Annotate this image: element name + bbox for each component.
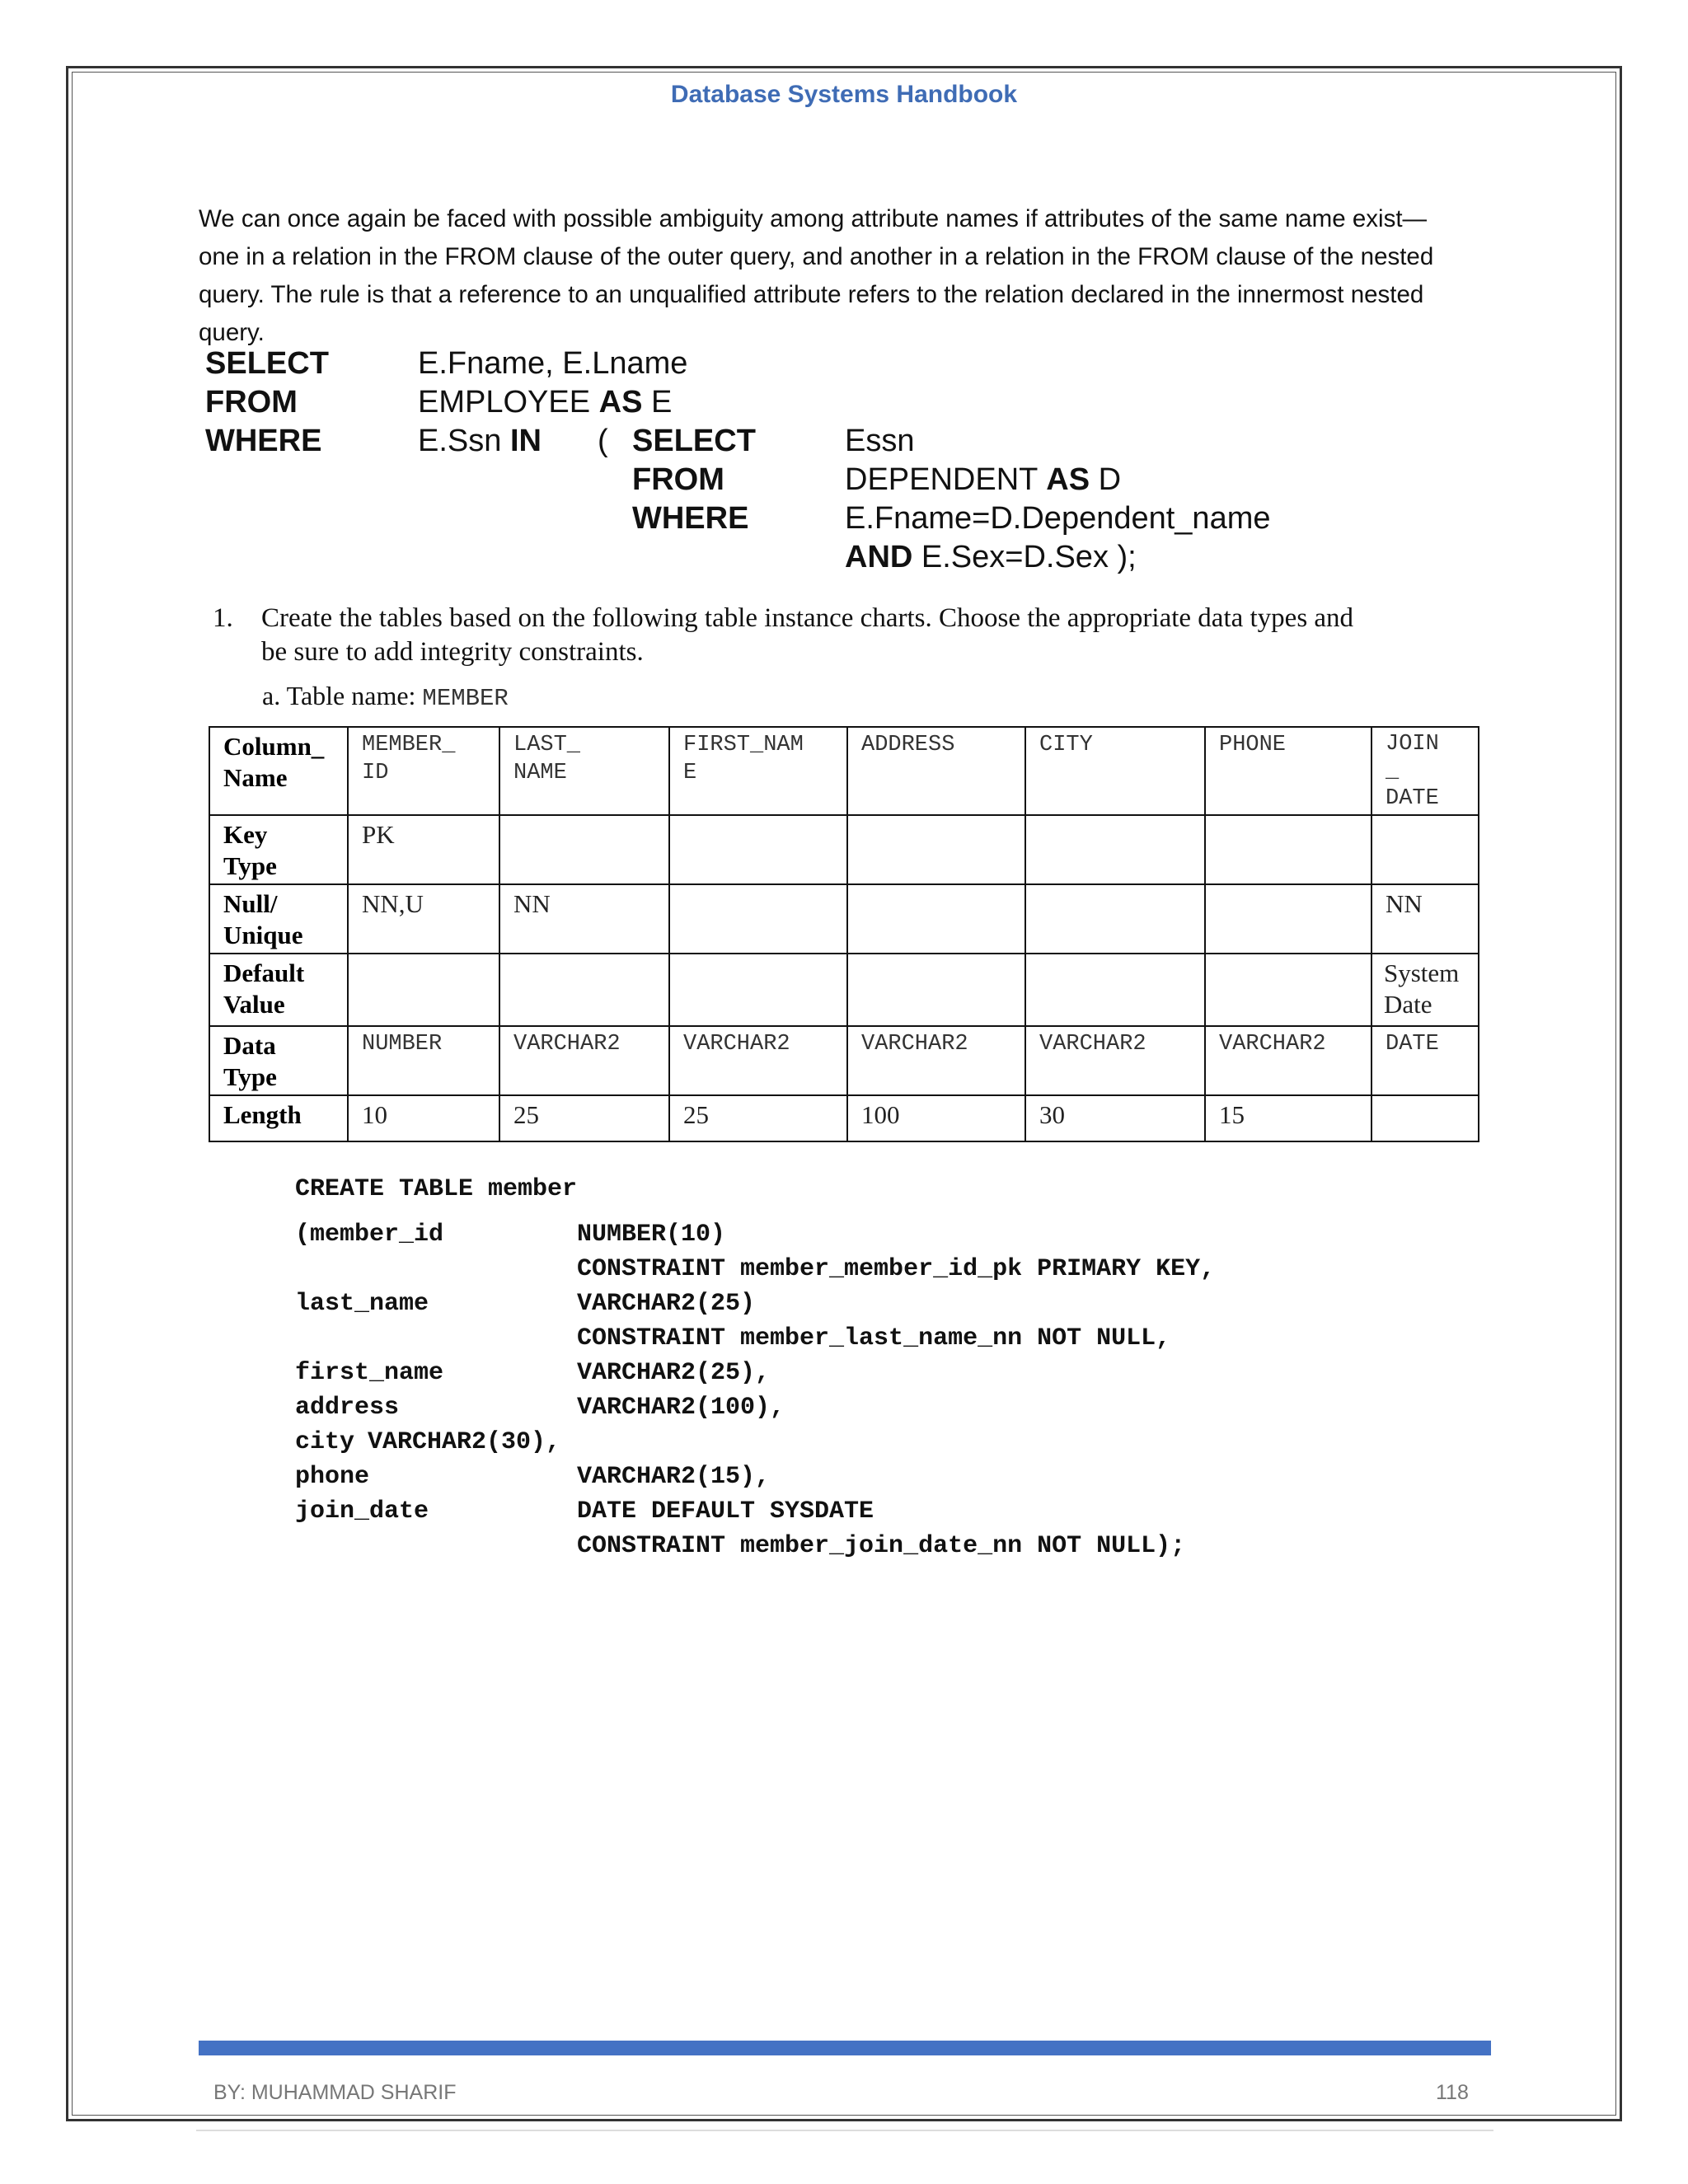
code-definition: CONSTRAINT member_last_name_nn NOT NULL,	[577, 1324, 1171, 1352]
sql-alias-e: E	[651, 385, 673, 419]
column-name-cell: CITY	[1025, 727, 1205, 815]
table-instance-chart	[209, 726, 1479, 1142]
sql-sex-condition: E.Sex=D.Sex );	[921, 540, 1137, 574]
table-cell: PK	[348, 815, 499, 884]
table-name-label	[262, 681, 509, 712]
exercise-text-line: be sure to add integrity constraints.	[261, 637, 644, 667]
code-definition: VARCHAR2(30),	[368, 1428, 561, 1456]
sql-where-clause	[418, 424, 542, 459]
table-cell: 10	[348, 1095, 499, 1141]
code-definition: DATE DEFAULT SYSDATE	[577, 1497, 874, 1526]
sql-as-keyword: AS	[1046, 462, 1090, 497]
table-cell: DATE	[1372, 1026, 1479, 1095]
row-label: Length	[209, 1095, 348, 1141]
sql-sub-where-keyword: WHERE	[632, 501, 749, 536]
table-cell: 100	[847, 1095, 1025, 1141]
table-name: MEMBER	[422, 685, 509, 712]
table-cell	[847, 815, 1025, 884]
code-column-name: (member_id	[295, 1221, 444, 1249]
code-title: CREATE TABLE member	[295, 1175, 578, 1203]
exercise-text	[261, 602, 1456, 669]
body-paragraph	[199, 200, 1493, 352]
sql-where-keyword: WHERE	[205, 424, 322, 458]
chart-row-length	[209, 1095, 1479, 1141]
table-cell: 30	[1025, 1095, 1205, 1141]
code-column-name: address	[295, 1394, 400, 1422]
page-number: 118	[1436, 2081, 1469, 2104]
code-definition: VARCHAR2(100),	[577, 1394, 785, 1422]
column-name-cell: PHONE	[1205, 727, 1372, 815]
table-cell	[847, 884, 1025, 954]
paragraph-line: We can once again be faced with possible ambiguity among attribute names if attributes of the same name exist—	[199, 205, 1428, 232]
table-cell	[1025, 954, 1205, 1026]
sql-select-keyword: SELECT	[205, 346, 329, 381]
table-cell: VARCHAR2	[1025, 1026, 1205, 1095]
column-name-cell: LAST_ NAME	[499, 727, 669, 815]
code-definition: NUMBER(10)	[577, 1221, 726, 1249]
code-column-name: join_date	[295, 1497, 429, 1526]
footer-author: BY: MUHAMMAD SHARIF	[213, 2081, 457, 2104]
sql-and-condition	[845, 540, 1137, 575]
sql-alias-d: D	[1098, 462, 1122, 497]
table-cell	[1205, 884, 1372, 954]
table-cell: VARCHAR2	[669, 1026, 847, 1095]
exercise-text-line: Create the tables based on the following table instance charts. Choose the appropriate data types and	[261, 603, 1354, 633]
table-cell: 25	[669, 1095, 847, 1141]
code-column-name: phone	[295, 1463, 370, 1491]
table-cell	[1025, 884, 1205, 954]
table-cell	[669, 884, 847, 954]
chart-header-row	[209, 727, 1479, 815]
row-label: Default Value	[209, 954, 348, 1026]
code-definition: CONSTRAINT member_join_date_nn NOT NULL);	[577, 1532, 1186, 1560]
paragraph-line: one in a relation in the FROM clause of the outer query, and another in a relation in the FROM clause of the nested	[199, 243, 1434, 270]
table-cell: NN,U	[348, 884, 499, 954]
sql-and-keyword: AND	[845, 540, 913, 574]
paragraph-line: query. The rule is that a reference to an unqualified attribute refers to the relation declared in the innermost nested	[199, 281, 1424, 308]
column-name-cell: FIRST_NAM E	[669, 727, 847, 815]
code-column-name: city	[295, 1428, 355, 1456]
sql-as-keyword: AS	[598, 385, 643, 419]
sql-sub-where-condition: E.Fname=D.Dependent_name	[845, 501, 1271, 536]
row-label: Column_ Name	[209, 727, 348, 815]
chart-row-null-unique	[209, 884, 1479, 954]
table-cell	[1372, 1095, 1479, 1141]
code-definition: VARCHAR2(25)	[577, 1290, 756, 1318]
table-cell	[669, 815, 847, 884]
sql-select-list: E.Fname, E.Lname	[418, 346, 688, 381]
table-cell: VARCHAR2	[499, 1026, 669, 1095]
table-cell: 15	[1205, 1095, 1372, 1141]
code-definition: CONSTRAINT member_member_id_pk PRIMARY KEY,	[577, 1255, 1216, 1283]
table-cell	[348, 954, 499, 1026]
table-cell	[669, 954, 847, 1026]
table-cell	[1025, 815, 1205, 884]
row-label: Null/ Unique	[209, 884, 348, 954]
sql-sub-from-clause	[845, 462, 1121, 498]
row-label: Data Type	[209, 1026, 348, 1095]
code-definition: VARCHAR2(15),	[577, 1463, 771, 1491]
sql-sub-select-list: Essn	[845, 424, 915, 458]
running-header: Database Systems Handbook	[670, 81, 1018, 108]
exercise-number: 1.	[213, 603, 233, 633]
code-column-name: last_name	[295, 1290, 429, 1318]
sql-from-keyword: FROM	[205, 385, 298, 419]
column-name-cell: JOIN _ DATE	[1372, 727, 1479, 815]
column-name-cell: MEMBER_ ID	[348, 727, 499, 815]
code-column-name: first_name	[295, 1359, 444, 1387]
bottom-divider	[196, 2130, 1493, 2131]
sql-open-paren: (	[598, 424, 608, 458]
sql-table-dependent: DEPENDENT	[845, 462, 1038, 497]
chart-row-key-type	[209, 815, 1479, 884]
sql-from-clause	[418, 385, 672, 420]
sql-in-keyword: IN	[509, 424, 542, 458]
table-cell	[1205, 954, 1372, 1026]
table-cell	[1205, 815, 1372, 884]
row-label: Key Type	[209, 815, 348, 884]
table-cell	[1372, 815, 1479, 884]
table-cell	[847, 954, 1025, 1026]
table-cell: NN	[1372, 884, 1479, 954]
sql-ssn: E.Ssn	[418, 424, 502, 458]
sql-sub-select-keyword: SELECT	[632, 424, 756, 458]
table-cell: 25	[499, 1095, 669, 1141]
table-cell: VARCHAR2	[847, 1026, 1025, 1095]
table-name-prefix: a. Table name:	[262, 681, 423, 710]
table-cell: VARCHAR2	[1205, 1026, 1372, 1095]
sql-sub-from-keyword: FROM	[632, 462, 724, 497]
table-cell: NUMBER	[348, 1026, 499, 1095]
code-definition: VARCHAR2(25),	[577, 1359, 771, 1387]
table-cell	[499, 815, 669, 884]
paragraph-line: query.	[199, 319, 265, 346]
sql-table-employee: EMPLOYEE	[418, 385, 591, 419]
column-name-cell: ADDRESS	[847, 727, 1025, 815]
table-cell: System Date	[1372, 954, 1479, 1026]
footer-rule	[199, 2041, 1491, 2055]
table-cell: NN	[499, 884, 669, 954]
chart-row-default-value	[209, 954, 1479, 1026]
table-cell	[499, 954, 669, 1026]
chart-row-data-type	[209, 1026, 1479, 1095]
